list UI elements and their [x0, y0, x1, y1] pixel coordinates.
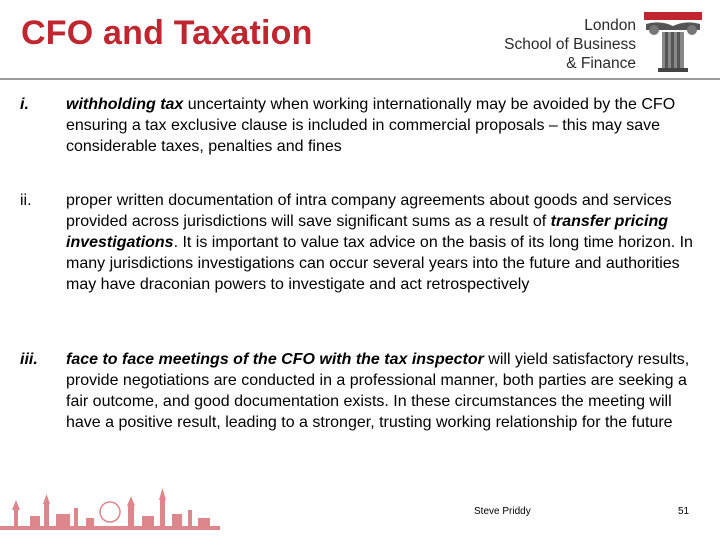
- list-item-body: [66, 94, 704, 157]
- header-rule: [0, 78, 720, 80]
- list-marker: ii.: [20, 192, 32, 209]
- london-skyline-icon: [0, 470, 220, 540]
- logo-line-3: & Finance: [566, 55, 636, 72]
- list-marker: i.: [20, 96, 29, 113]
- list-item-iii: [20, 349, 704, 433]
- logo-text: [504, 16, 636, 73]
- body-text: proper written documentation of intra company agreements about goods and services provided across jurisdictions will save significant sums as a result of: [66, 192, 672, 230]
- page-title: CFO and Taxation: [21, 14, 313, 52]
- lead-text: face to face meetings of the CFO with the tax inspector: [66, 351, 484, 368]
- logo-line-2: School of Business: [504, 36, 636, 53]
- page-number: 51: [678, 506, 690, 517]
- body-text: uncertainty when working internationally may be avoided by the CFO ensuring a tax exclusive clause is included in commercial proposals – this may save considerable taxes, penalties and fines: [66, 96, 676, 155]
- body-text-continued: . It is important to value tax advice on the basis of its long time horizon. In many jurisdictions investigations can occur several years into the future and authorities may have draconian powers to investigate and act retrospectively: [66, 234, 693, 293]
- list-item-body: [66, 190, 704, 295]
- body-text: will yield satisfactory results, provide negotiations are conducted in a professional manner, both parties are seeking a fair outcome, and good documentation exists. In these circumstances the meeting will have a positive result, leading to a stronger, trusting working relationship for the future: [66, 351, 690, 431]
- column-logo-icon: [640, 8, 706, 74]
- lead-text: withholding tax: [66, 96, 184, 113]
- list-marker: iii.: [20, 351, 38, 368]
- footer-author: Steve Priddy: [474, 506, 531, 517]
- list-item-i: [20, 94, 704, 157]
- list-item-body: [66, 349, 704, 433]
- emphasis-text: transfer pricing investigations: [66, 213, 668, 251]
- list-item-ii: [20, 190, 704, 295]
- logo-line-1: London: [584, 17, 636, 34]
